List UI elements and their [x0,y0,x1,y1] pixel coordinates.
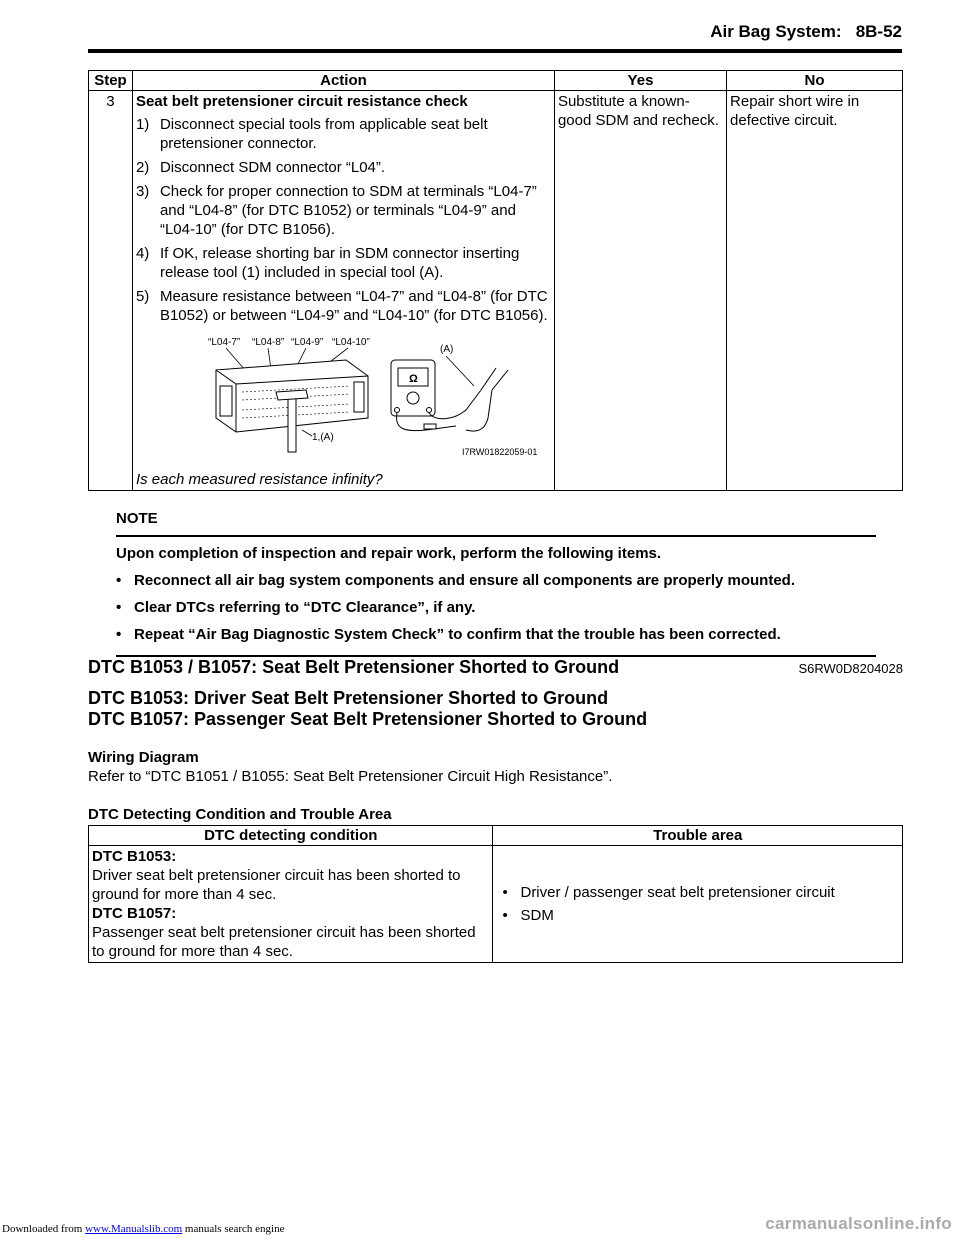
section-code: S6RW0D8204028 [798,661,903,676]
list-item: • SDM [502,906,899,925]
dtc-table-header [89,826,903,846]
item-num: 3) [135,183,150,200]
yes-cell: Substitute a known-good SDM and recheck. [554,91,726,491]
table-row [89,91,903,491]
header-rule [88,49,902,53]
wiring-title: Wiring Diagram [88,749,199,766]
note-list [116,572,876,643]
col-no: No [727,71,903,91]
download-footer [2,1223,284,1235]
subtitle-b1053: DTC B1053: Driver Seat Belt Pretensioner Shorted to Ground [88,688,609,708]
action-cell [132,91,554,491]
item-num: 5) [135,288,150,305]
dtc-table [88,825,903,963]
list-item [136,182,551,239]
list-item [136,244,551,282]
item-num: 4) [135,245,150,262]
col-action: Action [132,71,554,91]
note-box [116,510,876,657]
trouble-cell [493,846,903,963]
step-number: 3 [89,91,133,491]
section-title [88,657,903,678]
action-list [136,115,551,325]
figure-id: I7RW01822059-01 [461,447,538,457]
label-l04-7: “L04-7” [207,337,241,348]
manualslib-link[interactable]: www.Manualslib.com [85,1223,183,1235]
header-title: Air Bag System: [710,22,842,41]
col-trouble-area: Trouble area [493,826,903,846]
page-header [710,22,902,42]
note-rule-top [116,535,876,537]
dtc-b1057-label: DTC B1057: [92,905,177,922]
dtc-b1053-text: Driver seat belt pretensioner circuit has been shorted to ground for more than 4 sec. [92,867,461,903]
label-release-tool: 1,(A) [311,432,334,443]
footer-prefix: Downloaded from [2,1223,83,1235]
label-l04-10: “L04-10” [331,337,370,348]
wiring-text: Refer to “DTC B1051 / B1055: Seat Belt Pretensioner Circuit High Resistance”. [88,768,613,785]
col-step: Step [89,71,133,91]
watermark: carmanualsonline.info [765,1214,952,1233]
step-question: Is each measured resistance infinity? [135,471,383,488]
step-table-header [89,71,903,91]
note-title: NOTE [116,510,158,527]
list-item [136,158,551,177]
subtitle-b1057: DTC B1057: Passenger Seat Belt Pretensioner Shorted to Ground [88,709,648,729]
footer-suffix: manuals search engine [184,1223,285,1235]
trouble-list [496,883,899,925]
table-row [89,846,903,963]
note-intro: Upon completion of inspection and repair work, perform the following items. [116,545,662,562]
section-subtitles [88,688,647,730]
item-num: 1) [135,116,150,133]
no-cell: Repair short wire in defective circuit. [727,91,903,491]
ohm-icon: Ω [408,373,418,385]
list-item: • Clear DTCs referring to “DTC Clearance”, if any. [116,599,876,616]
dtc-b1057-text: Passenger seat belt pretensioner circuit has been shorted to ground for more than 4 sec. [92,924,476,960]
page-number: 8B-52 [855,22,902,41]
item-num: 2) [135,159,150,176]
item-text: Check for proper connection to SDM at terminals “L04-7” and “L04-8” (for DTC B1052) or terminals “L04-9” and “L04-10” (for DTC B1056). [159,183,537,238]
label-special-tool: (A) [439,344,454,355]
item-text: If OK, release shorting bar in SDM connector inserting release tool (1) included in special tool (A). [159,245,520,281]
step-table [88,70,903,491]
label-l04-8: “L04-8” [251,337,285,348]
section-title-text: DTC B1053 / B1057: Seat Belt Pretensioner Shorted to Ground [88,657,620,677]
connector-figure [136,330,551,470]
step-title: Seat belt pretensioner circuit resistance check [135,93,468,110]
list-item: • Repeat “Air Bag Diagnostic System Check” to confirm that the trouble has been corrected. [116,626,876,643]
col-condition: DTC detecting condition [89,826,493,846]
list-item [136,287,551,325]
multimeter-icon [391,360,435,416]
dtc-b1053-label: DTC B1053: [92,848,177,865]
wiring-diagram-section [88,748,612,786]
list-item: • Driver / passenger seat belt pretensioner circuit [502,883,899,902]
condition-cell [89,846,493,963]
item-text: Measure resistance between “L04-7” and “L04-8” (for DTC B1052) or between “L04-9” and “L04-10” (for DTC B1056). [159,288,548,324]
list-item: • Reconnect all air bag system components and ensure all components are properly mounted. [116,572,876,589]
connector-diagram [136,330,551,470]
item-text: Disconnect special tools from applicable seat belt pretensioner connector. [159,116,488,152]
list-item [136,115,551,153]
label-l04-9: “L04-9” [290,337,324,348]
item-text: Disconnect SDM connector “L04”. [159,159,386,176]
dtc-condition-title: DTC Detecting Condition and Trouble Area [88,806,392,823]
col-yes: Yes [554,71,726,91]
